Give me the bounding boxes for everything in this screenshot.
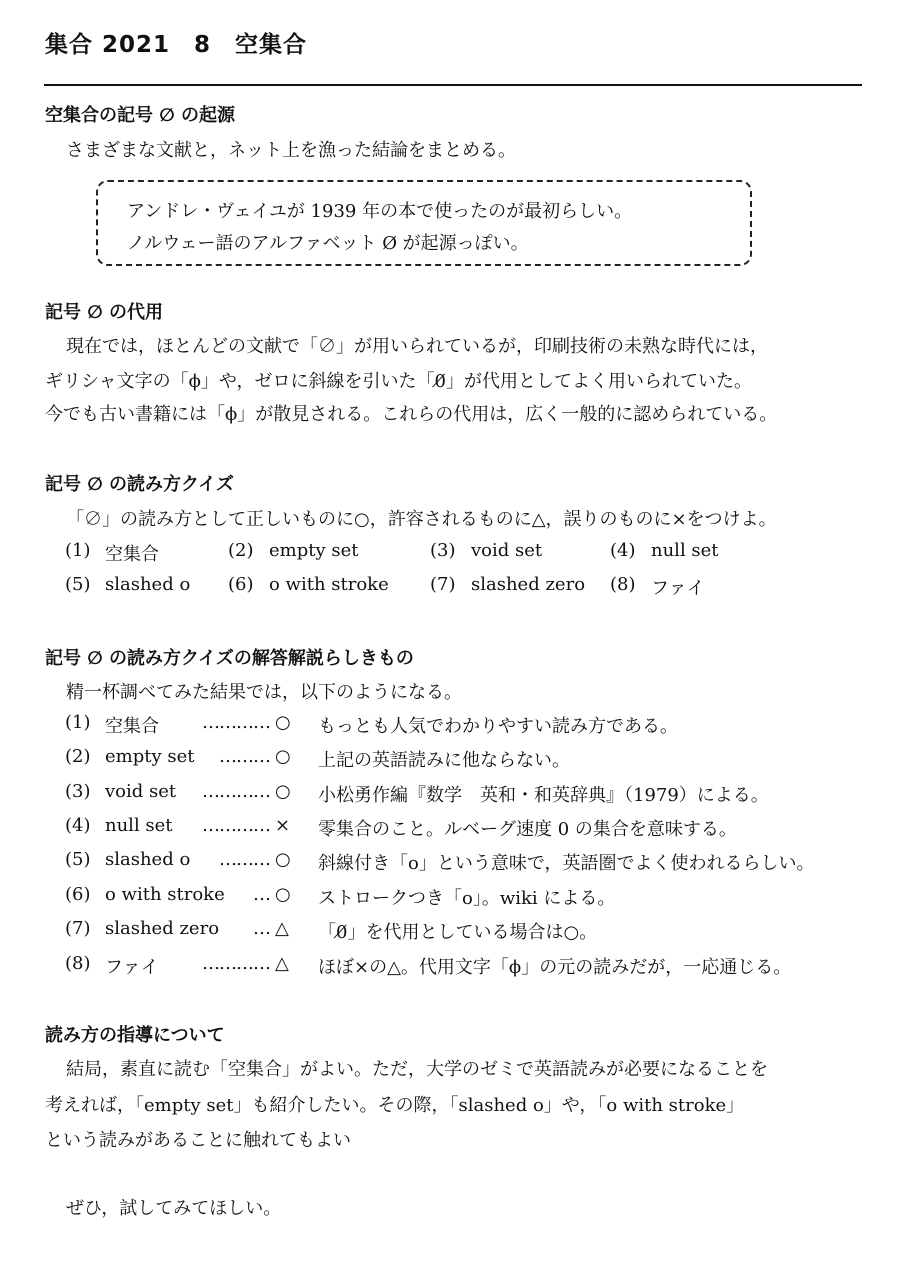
answer-term: o with stroke [105,884,225,905]
answer-term: empty set [105,746,195,767]
answer-leader-dots: ……… [219,746,270,767]
quiz-option-number: (3) [430,540,456,561]
section-heading-guidance: 読み方の指導について [45,1025,225,1046]
quiz-option-number: (2) [228,540,254,561]
guidance-line-1: 結局，素直に読む「空集合」がよい。ただ，大学のゼミで英語読みが必要になることを [66,1059,768,1080]
answer-note: ストロークつき「o」。wiki による。 [318,888,616,909]
answer-mark: ○ [275,781,291,802]
answer-mark: ○ [275,884,291,905]
answer-leader-dots: ……… [219,849,270,870]
answer-note: 零集合のこと。ルベーグ速度 0 の集合を意味する。 [318,819,737,840]
section-heading-quiz: 記号 ∅ の読み方クイズ [45,474,234,495]
answer-note: ほぼ×の△。代用文字「ϕ」の元の読みだが，一応通じる。 [318,957,792,978]
quiz-option-text: empty set [269,540,359,561]
summary-line-1: アンドレ・ヴェイユが 1939 年の本で使ったのが最初らしい。 [127,201,633,222]
quiz-option-text: slashed zero [471,574,586,595]
answers-intro: 精一杯調べてみた結果では，以下のようになる。 [66,682,462,703]
quiz-option-number: (8) [610,574,636,595]
answer-note: 斜線付き「o」という意味で，英語圏でよく使われるらしい。 [318,853,815,874]
quiz-option-number: (4) [610,540,636,561]
answer-mark: △ [275,953,289,974]
answer-leader-dots: ………… [202,712,270,733]
answer-note: 上記の英語読みに他ならない。 [318,750,570,771]
quiz-question: 「∅」の読み方として正しいものに○，許容されるものに△，誤りのものに×をつけよ。 [66,509,777,530]
answer-mark: ○ [275,746,291,767]
answer-leader-dots: … [253,918,270,939]
answer-term: ファイ [105,957,159,978]
answer-number: (6) [65,884,91,905]
answer-note: もっとも人気でわかりやすい読み方である。 [318,716,678,737]
answer-term: slashed zero [105,918,220,939]
substitute-line-1: 現在では，ほとんどの文献で「∅」が用いられているが，印刷技術の未熟な時代には， [66,336,768,357]
answer-term: slashed o [105,849,191,870]
quiz-option-number: (6) [228,574,254,595]
answer-term: 空集合 [105,716,159,737]
substitute-line-2: ギリシャ文字の「ϕ」や，ゼロに斜線を引いた「0̸」が代用としてよく用いられていた。 [45,371,752,392]
quiz-option-text: null set [651,540,719,561]
answer-leader-dots: ………… [202,953,270,974]
guidance-line-3: という読みがあることに触れてもよい [45,1130,351,1151]
page-title: 集合 2021 8 空集合 [45,32,308,58]
quiz-option-text: ファイ [651,578,705,599]
quiz-option-number: (7) [430,574,456,595]
answer-mark: △ [275,918,289,939]
answer-number: (3) [65,781,91,802]
answer-term: void set [105,781,177,802]
answer-number: (5) [65,849,91,870]
quiz-option-number: (1) [65,540,91,561]
answer-note: 「0̸」を代用としている場合は○。 [318,922,598,943]
answer-leader-dots: … [253,884,270,905]
quiz-option-text: void set [471,540,543,561]
closing-remark: ぜひ，試してみてほしい。 [66,1198,282,1219]
quiz-option-text: 空集合 [105,544,159,565]
answer-term: null set [105,815,173,836]
summary-line-2: ノルウェー語のアルファベット Ø が起源っぽい。 [127,233,529,254]
section-heading-substitute: 記号 ∅ の代用 [45,302,163,323]
answer-mark: × [275,815,291,836]
answer-number: (8) [65,953,91,974]
title-divider [44,84,862,86]
answer-number: (1) [65,712,91,733]
section-heading-origin: 空集合の記号 ∅ の起源 [45,105,235,126]
answer-leader-dots: ………… [202,781,270,802]
answer-number: (2) [65,746,91,767]
substitute-line-3: 今でも古い書籍には「ϕ」が散見される。これらの代用は，広く一般的に認められている。 [45,404,778,425]
answer-note: 小松勇作編『数学 英和・和英辞典』（1979）による。 [318,785,769,806]
origin-intro: さまざまな文献と，ネット上を漁った結論をまとめる。 [66,140,516,161]
guidance-line-2: 考えれば，「empty set」も紹介したい。その際，「slashed o」や，「o with stroke」 [45,1095,745,1116]
answer-leader-dots: ………… [202,815,270,836]
quiz-option-number: (5) [65,574,91,595]
quiz-option-text: slashed o [105,574,191,595]
answer-number: (7) [65,918,91,939]
answer-number: (4) [65,815,91,836]
section-heading-answers: 記号 ∅ の読み方クイズの解答解説らしきもの [45,648,414,669]
answer-mark: ○ [275,712,291,733]
quiz-option-text: o with stroke [269,574,389,595]
answer-mark: ○ [275,849,291,870]
